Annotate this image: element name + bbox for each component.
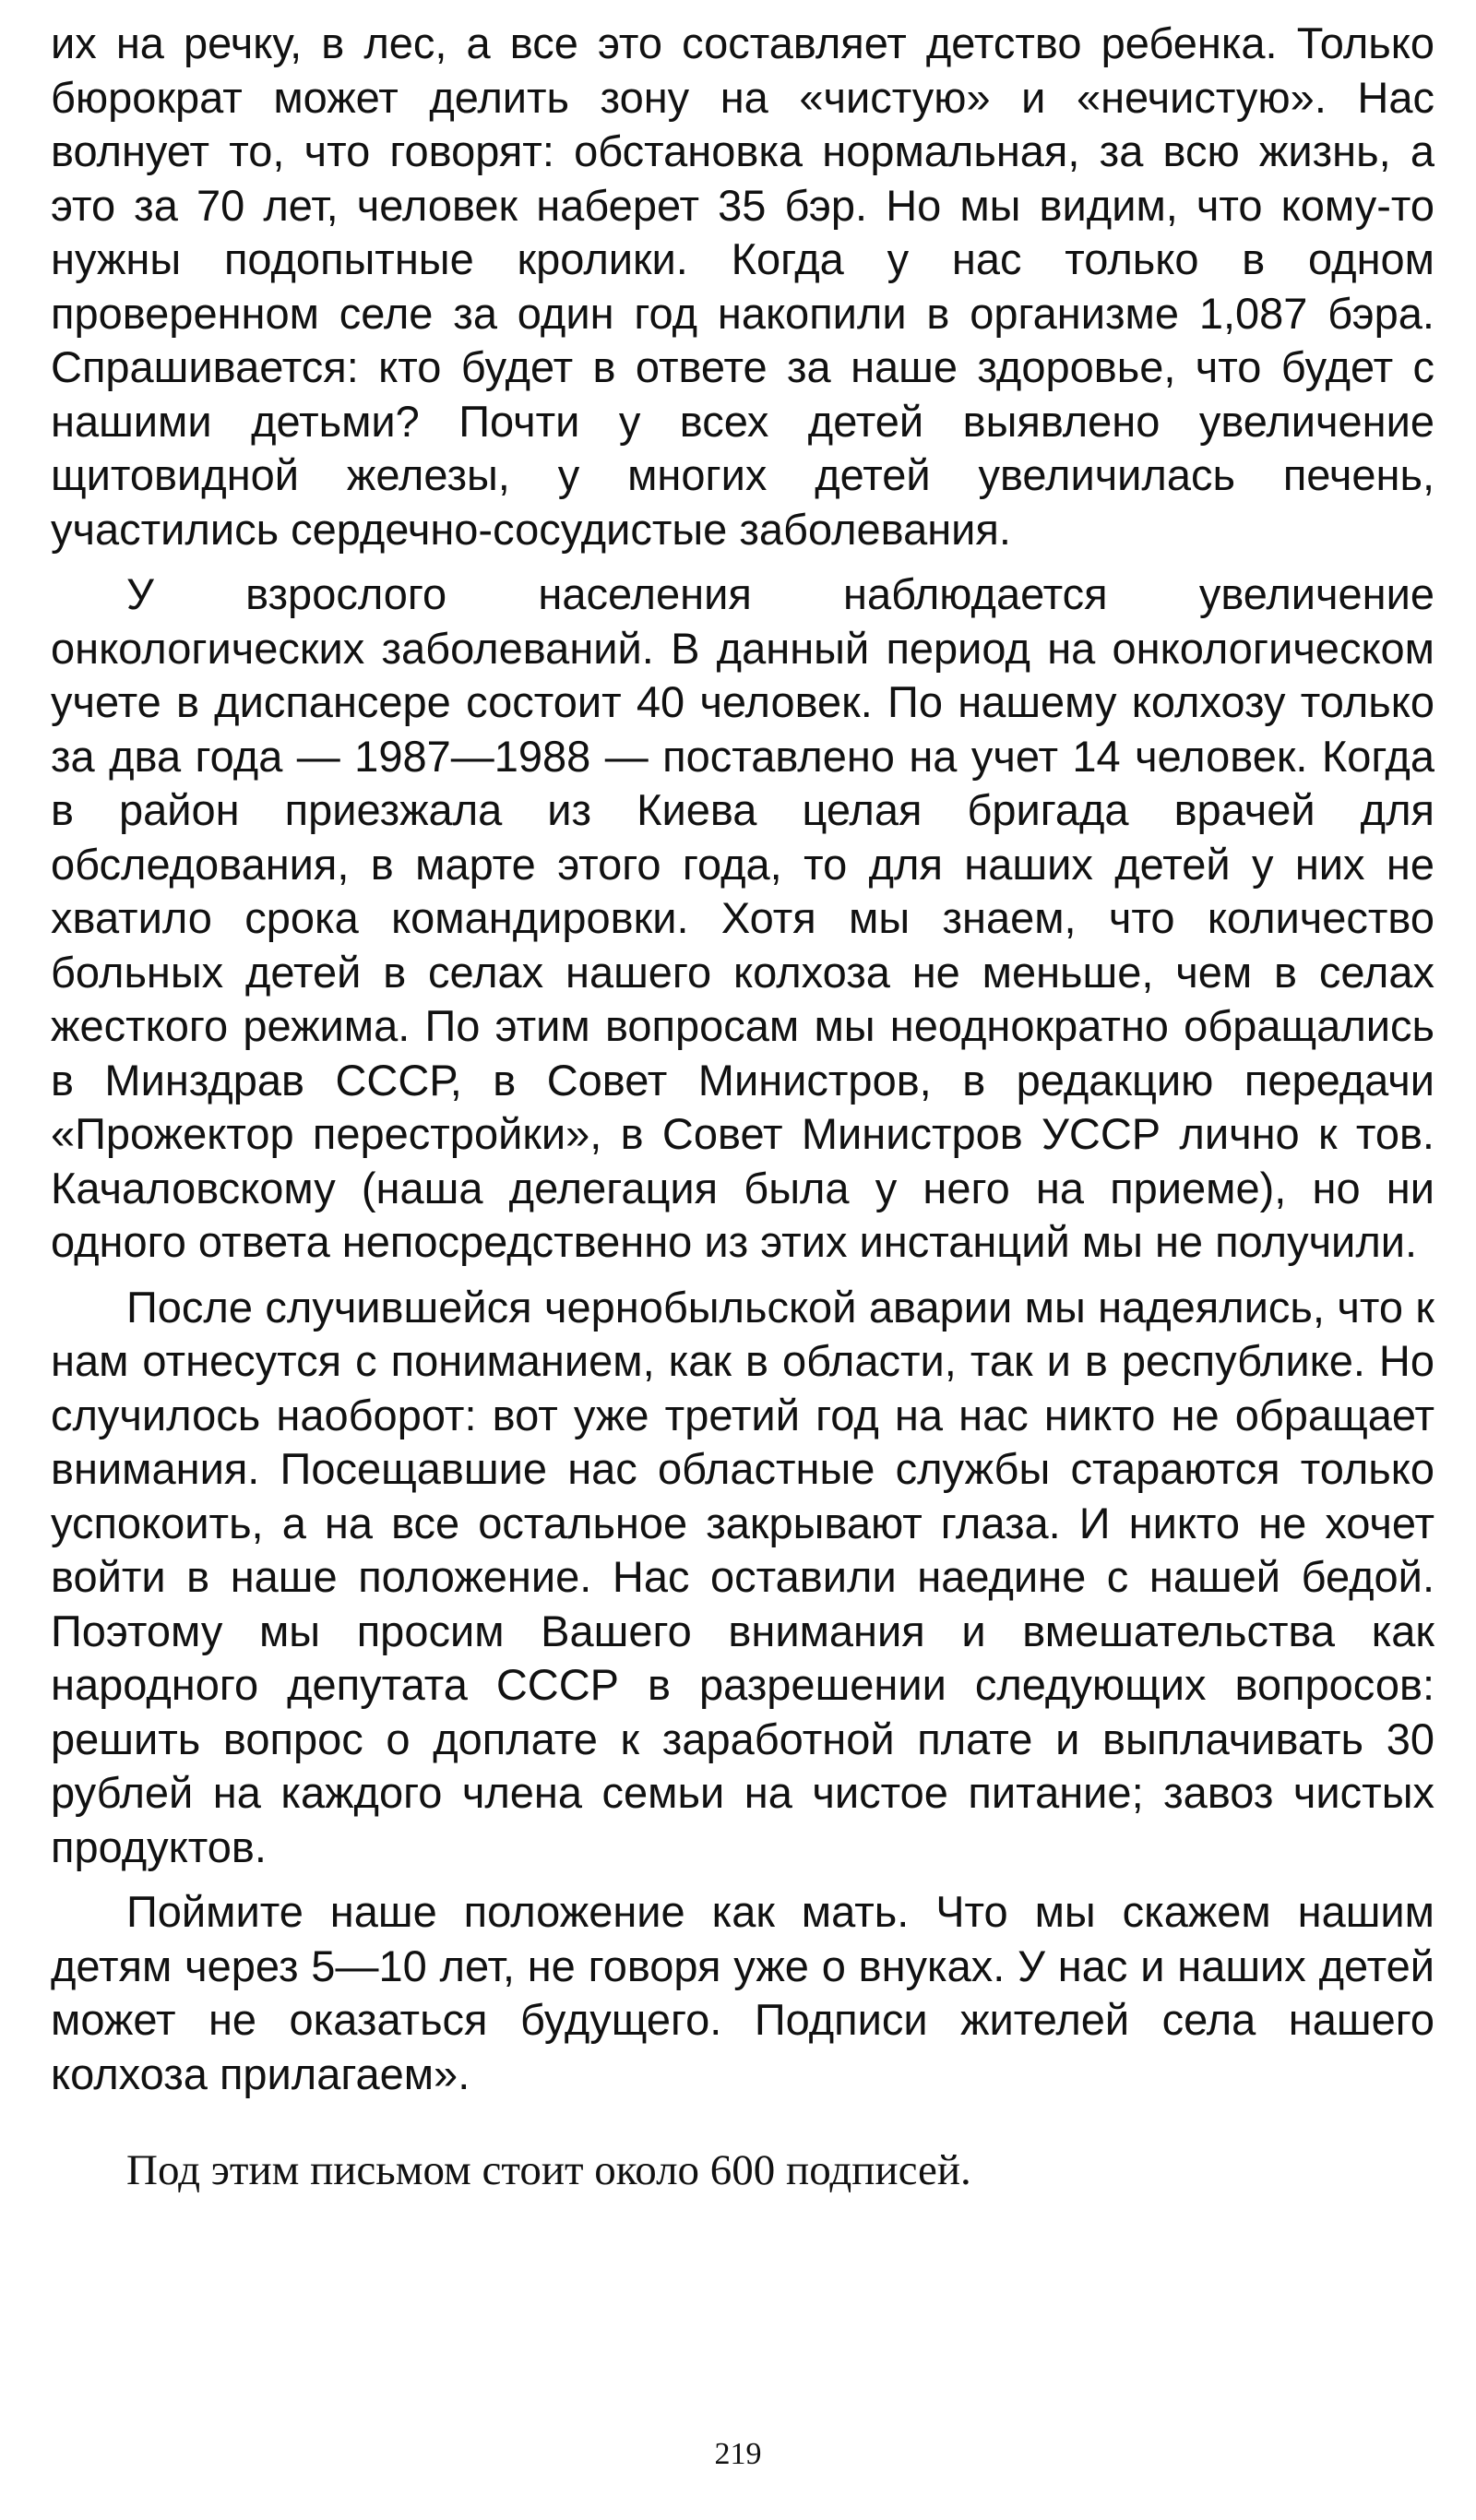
- closing-line: Под этим письмом стоит около 600 подписей.: [126, 2146, 971, 2194]
- paragraph-2: У взрослого населения наблюдается увеличение онкологических заболеваний. В данный период на онкологическом учете в диспансере состоит 40 человек. По нашему колхозу только за два года — 1987—1988 — поставлено на учет 14 человек. Когда в район приезжала из Киева целая бригада врачей для обследования, в марте этого года, то для наших детей у них не хватило срока командировки. Хотя мы знаем, что количество больных детей в селах нашего колхоза не меньше, чем в селах жесткого режима. По этим вопросам мы неоднократно обращались в Минздрав СССР, в Совет Министров, в редакцию передачи «Прожектор перестройки», в Совет Министров УССР лично к тов. Качаловскому (наша делегация была у него на приеме), но ни одного ответа непосредственно из этих инстанций мы не получили.: [51, 569, 1434, 1266]
- paragraph-1: их на речку, в лес, а все это составляет детство ребенка. Только бюрократ может делить зону на «чистую» и «нечистую». Нас волнует то, что говорят: обстановка нормальная, за всю жизнь, а это за 70 лет, человек наберет 35 бэр. Но мы видим, что кому-то нужны подопытные кролики. Когда у нас только в одном проверенном селе за один год накопили в организме 1,087 бэра. Спрашивается: кто будет в ответе за наше здоровье, что будет с нашими детьми? Почти у всех детей выявлено увеличение щитовидной железы, у многих детей увеличилась печень, участились сердечно-сосудистые заболевания.: [51, 18, 1434, 554]
- paragraph-3: После случившейся чернобыльской аварии мы надеялись, что к нам отнесутся с пониманием, как в области, так и в республике. Но случилось наоборот: вот уже третий год на нас никто не обращает внимания. Посещавшие нас областные службы стараются только успокоить, а на все остальное закрывают глаза. И никто не хочет войти в наше положение. Нас оставили наедине с нашей бедой. Поэтому мы просим Вашего внимания и вмешательства как народного депутата СССР в разрешении следующих вопросов: решить вопрос о доплате к заработной плате и выплачивать 30 рублей на каждого члена семьи на чистое питание; завоз чистых продуктов.: [51, 1282, 1434, 1871]
- paragraph-4: Поймите наше положение как мать. Что мы скажем нашим детям через 5—10 лет, не говоря уже о внуках. У нас и наших детей может не оказаться будущего. Подписи жителей села нашего колхоза прилагаем».: [51, 1887, 1434, 2098]
- letter-text: [51, 17, 1434, 2101]
- page-number: 219: [714, 2437, 762, 2471]
- page: [51, 17, 1434, 2197]
